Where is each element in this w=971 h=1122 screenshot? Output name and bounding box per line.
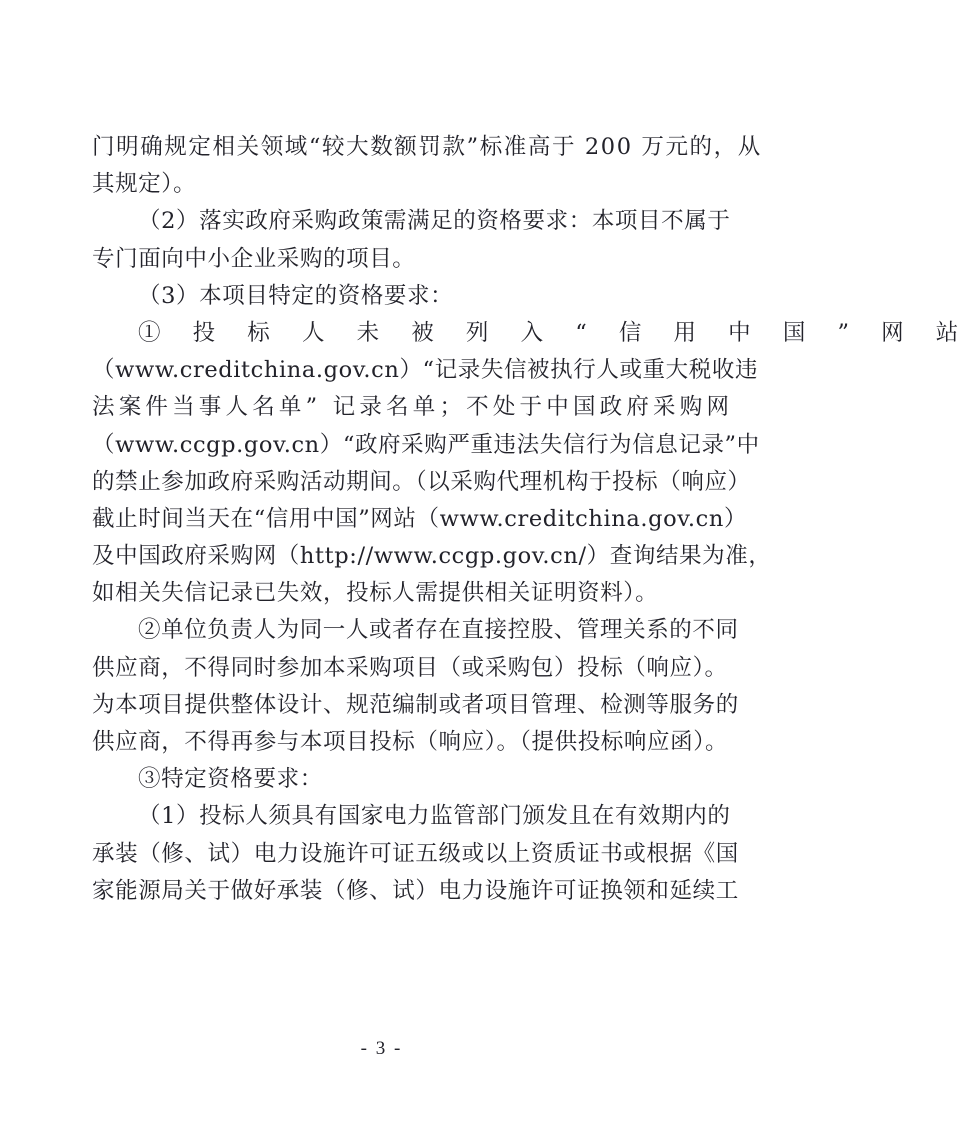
text-line bbox=[92, 314, 971, 351]
line-text: 家能源局关于做好承装（修、试）电力设施许可证换领和延续工 bbox=[92, 877, 739, 904]
line-text: 法案件当事人名单” 记录名单；不处于中国政府采购网 bbox=[92, 394, 734, 421]
line-text: （www.creditchina.gov.cn）“记录失信被执行人或重大税收违 bbox=[92, 357, 759, 384]
line-text: 专门面向中小企业采购的项目。 bbox=[92, 245, 416, 272]
text-line bbox=[92, 351, 759, 388]
text-line bbox=[92, 723, 729, 760]
line-text: 为本项目提供整体设计、规范编制或者项目管理、检测等服务的 bbox=[92, 691, 739, 718]
text-line bbox=[92, 277, 702, 314]
text-line bbox=[92, 463, 751, 500]
text-line bbox=[92, 537, 772, 574]
text-line bbox=[92, 574, 702, 611]
text-line bbox=[92, 649, 728, 686]
line-text: ③特定资格要求： bbox=[138, 766, 323, 793]
line-text: 的禁止参加政府采购活动期间。（以采购代理机构于投标（响应） bbox=[92, 468, 751, 495]
text-line bbox=[92, 500, 748, 537]
text-line bbox=[92, 611, 739, 648]
line-text: （3）本项目特定的资格要求： bbox=[138, 282, 454, 309]
text-line bbox=[92, 240, 702, 277]
text-line bbox=[92, 686, 739, 723]
line-text: 及中国政府采购网（http://www.ccgp.gov.cn/）查询结果为准， bbox=[92, 543, 772, 570]
line-text: （www.ccgp.gov.cn）“政府采购严重违法失信行为信息记录”中 bbox=[92, 431, 760, 458]
text-line bbox=[92, 872, 739, 909]
text-line bbox=[92, 128, 762, 165]
line-text: （2）落实政府采购政策需满足的资格要求：本项目不属于 bbox=[138, 208, 731, 235]
document-body-text bbox=[92, 128, 971, 909]
line-text: ① 投 标 人 未 被 列 入 “ 信 用 中 国 ” 网 站 bbox=[138, 319, 971, 346]
text-line bbox=[92, 835, 739, 872]
text-line bbox=[92, 760, 702, 797]
text-line bbox=[92, 797, 731, 834]
text-line bbox=[92, 426, 760, 463]
page-footer bbox=[0, 1038, 793, 1060]
line-text: ②单位负责人为同一人或者存在直接控股、管理关系的不同 bbox=[138, 617, 739, 644]
line-text: 门明确规定相关领域“较大数额罚款”标准高于 200 万元的，从 bbox=[92, 134, 762, 160]
line-text: 截止时间当天在“信用中国”网站（www.creditchina.gov.cn） bbox=[92, 505, 748, 532]
line-text: 供应商，不得同时参加本采购项目（或采购包）投标（响应）。 bbox=[92, 654, 728, 681]
line-text: 承装（修、试）电力设施许可证五级或以上资质证书或根据《国 bbox=[92, 840, 739, 867]
text-line bbox=[92, 165, 702, 202]
text-line bbox=[92, 388, 734, 425]
line-text: 其规定）。 bbox=[92, 171, 197, 198]
page-number: - 3 - bbox=[360, 1038, 403, 1059]
line-text: 如相关失信记录已失效，投标人需提供相关证明资料）。 bbox=[92, 580, 659, 607]
line-text: （1）投标人须具有国家电力监管部门颁发且在有效期内的 bbox=[138, 803, 731, 830]
text-line bbox=[92, 202, 731, 239]
line-text: 供应商，不得再参与本项目投标（响应）。（提供投标响应函）。 bbox=[92, 729, 729, 755]
